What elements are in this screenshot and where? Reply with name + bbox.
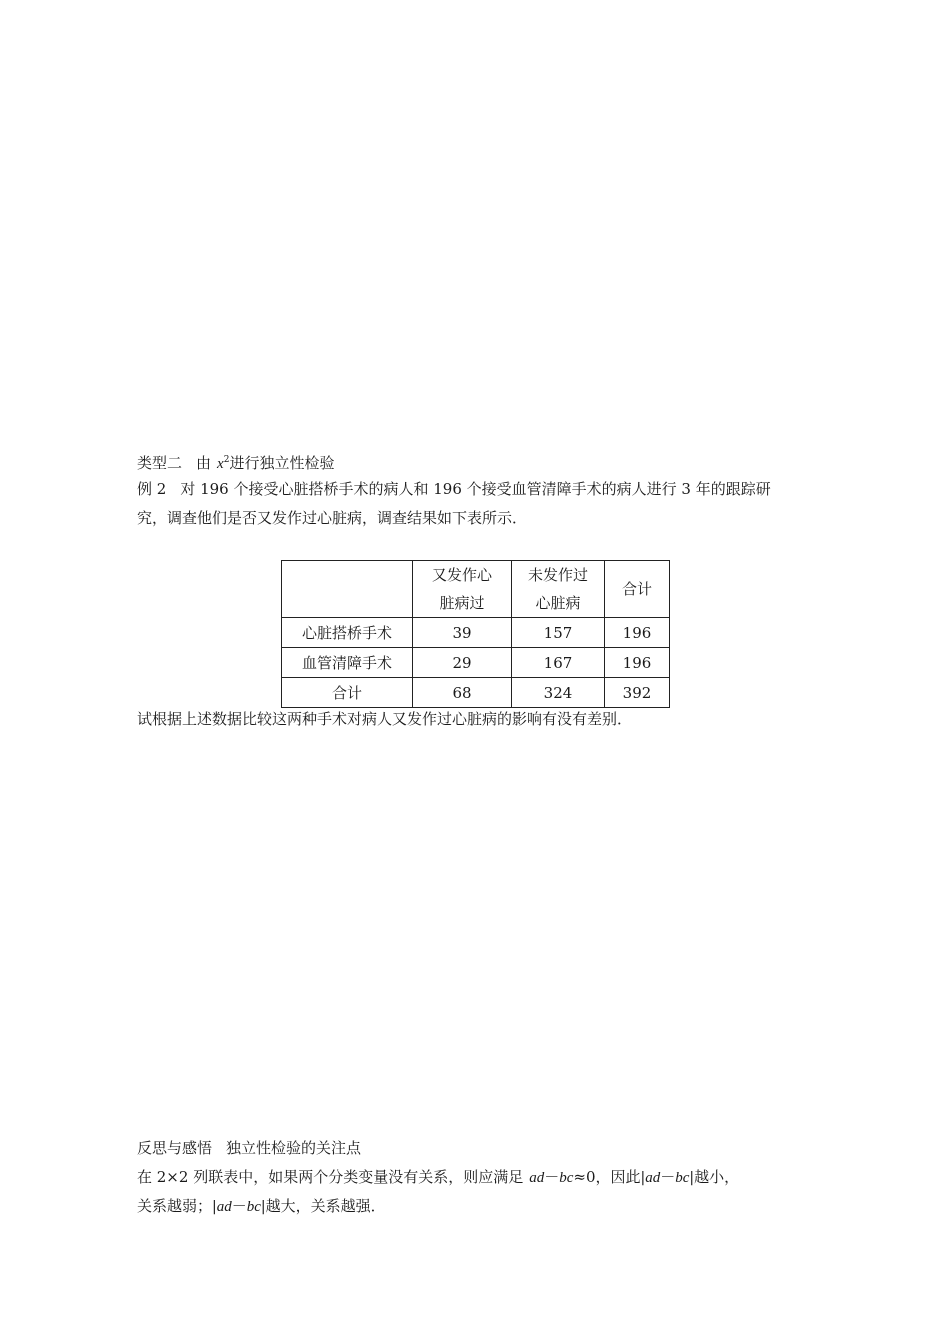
table-row-label: 合计 (282, 678, 413, 708)
reflection-text: 越大，关系越强． (265, 1197, 386, 1215)
example-label: 例 2 (137, 480, 167, 498)
table-cell: 68 (413, 678, 512, 708)
table-cell: 196 (605, 648, 670, 678)
math-bc: bc (559, 1170, 574, 1186)
math-minus: － (231, 1197, 247, 1215)
table-cell: 39 (413, 618, 512, 648)
table-cell: 196 (605, 618, 670, 648)
math-abs-bar: | (640, 1170, 646, 1186)
example-text-2: 究，调查他们是否又发作过心脏病，调查结果如下表所示． (137, 509, 528, 527)
table-header-empty (282, 561, 413, 618)
reflection-text: 在 2×2 列联表中，如果两个分类变量没有关系，则应满足 (137, 1168, 524, 1186)
section-title-suffix: 进行独立性检验 (229, 454, 335, 472)
math-ad: ad (645, 1170, 661, 1186)
contingency-table (281, 560, 670, 708)
table-header-cell: 合计 (605, 561, 670, 618)
example-text-1: 对 196 个接受心脏搭桥手术的病人和 196 个接受血管清障手术的病人进行 3 年的跟踪研 (180, 480, 771, 498)
math-bc: bc (675, 1170, 690, 1186)
example-line-2 (137, 508, 527, 528)
table-cell: 29 (413, 648, 512, 678)
reflection-title (137, 1138, 361, 1158)
table-row-label: 血管清障手术 (282, 648, 413, 678)
table-header-cell: 又发作心 脏病过 (413, 561, 512, 618)
table-row-label: 心脏搭桥手术 (282, 618, 413, 648)
table-cell: 392 (605, 678, 670, 708)
table-cell: 167 (512, 648, 605, 678)
reflection-title-text: 反思与感悟 (137, 1139, 213, 1157)
table-cell: 157 (512, 618, 605, 648)
table-header-cell: 未发作过 心脏病 (512, 561, 605, 618)
math-abs-bar: | (689, 1170, 695, 1186)
reflection-text: 关系越弱； (137, 1197, 213, 1215)
math-minus: － (660, 1168, 676, 1186)
table-cell: 324 (512, 678, 605, 708)
table-row (282, 678, 670, 708)
math-ad: ad (529, 1170, 545, 1186)
example-line-1 (137, 479, 771, 499)
table-row (282, 618, 670, 648)
math-abs-bar: | (212, 1199, 217, 1215)
section-title (137, 450, 334, 474)
section-title-variable: x (217, 456, 224, 472)
reflection-paragraph-line-1 (137, 1167, 739, 1188)
section-title-prefix: 类型二 (137, 454, 183, 472)
table-header-row (282, 561, 670, 618)
math-bc: bc (246, 1199, 261, 1215)
reflection-subtitle: 独立性检验的关注点 (226, 1139, 362, 1157)
reflection-paragraph-line-2 (137, 1196, 386, 1217)
example-question (137, 709, 632, 729)
math-ad: ad (216, 1199, 232, 1215)
section-title-by: 由 (196, 454, 212, 472)
math-abs-bar: | (260, 1199, 266, 1215)
section-title-superscript: 2 (223, 455, 230, 465)
table-row (282, 648, 670, 678)
example-question-text: 试根据上述数据比较这两种手术对病人又发作过心脏病的影响有没有差别． (137, 710, 633, 728)
math-minus: － (544, 1168, 560, 1186)
reflection-text: ≈0，因此 (573, 1168, 641, 1186)
reflection-text: 越小， (694, 1168, 740, 1186)
